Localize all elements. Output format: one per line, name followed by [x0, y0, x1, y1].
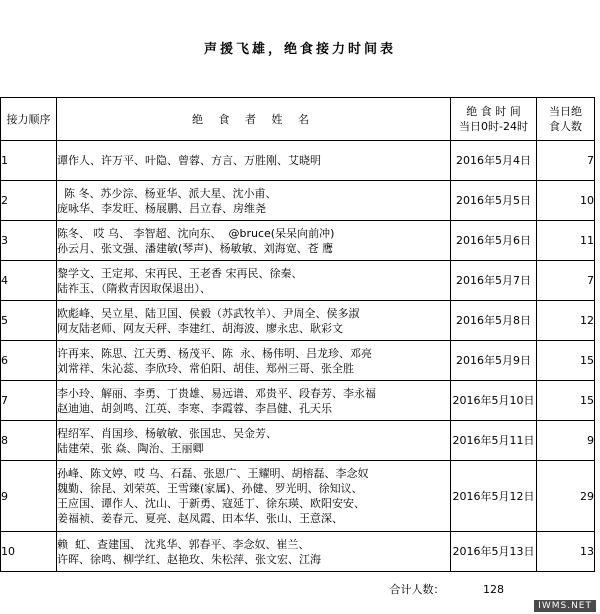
faster-names-line: 黎学文、王定邦、宋再民、王老香 宋再民、徐秦、 [57, 266, 303, 280]
faster-names-line: 程绍军、肖国珍、杨敏敏、张国忠、吴金芳、 [57, 426, 277, 440]
faster-names-line: 刘常祥、朱沁蕊、李欣玲、常伯阳、胡佳、郑州三哥、张全胜 [57, 361, 354, 375]
faster-names-line: 孙云月、张文强、潘建敏(琴声)、杨敏敏、刘海宽、苍 鹰 [57, 241, 334, 255]
relay-order-cell: 5 [1, 301, 57, 341]
fast-date-cell: 2016年5月8日 [451, 301, 537, 341]
fast-date-cell: 2016年5月5日 [451, 181, 537, 221]
faster-names-line: 陆祚玉、（隋救青因取保退出）、 [57, 281, 211, 295]
faster-names-line: 谭作人、许万平、叶隐、曾蓉、方言、万胜刚、艾晓明 [57, 154, 321, 167]
fast-date-cell: 2016年5月6日 [451, 221, 537, 261]
daily-count-cell: 7 [537, 261, 595, 301]
faster-names-line: 魏勤、徐昆、刘荣英、王雪臻(家属)、孙健、罗光明、徐知议、 [57, 482, 363, 495]
table-row [1, 461, 595, 532]
fast-date-cell: 2016年5月11日 [451, 421, 537, 461]
faster-names-line: 姜福祯、姜春元、夏亮、赵凤霞、田本华、张山、王意深、 [57, 512, 343, 525]
relay-order-cell: 2 [1, 181, 57, 221]
faster-names-line: 许再来、陈思、江天勇、杨茂平、陈 永、杨伟明、吕龙珍、邓亮 [57, 346, 372, 360]
header-count [537, 98, 595, 141]
faster-names-line: 网友陆老师、网友天秤、李建红、胡海波、廖永忠、耿彩文 [57, 321, 343, 335]
table-row [1, 261, 595, 301]
faster-names-line: 赖 虹、查建国、 沈兆华、郭春平、李念奴、崔兰、 [57, 537, 310, 551]
relay-order-cell: 8 [1, 421, 57, 461]
faster-names-cell [57, 341, 451, 381]
daily-count-cell: 15 [537, 341, 595, 381]
fast-date-cell: 2016年5月13日 [451, 532, 537, 572]
daily-count-cell: 11 [537, 221, 595, 261]
faster-names-line: 陈冬、 哎 乌、 李智超、沈向东、 @bruce(呆呆向前冲) [57, 226, 335, 240]
header-date [451, 98, 537, 141]
table-row [1, 301, 595, 341]
table-row [1, 421, 595, 461]
relay-order-cell: 3 [1, 221, 57, 261]
faster-names-cell [57, 421, 451, 461]
table-header-row [1, 98, 595, 141]
header-order: 接力顺序 [1, 98, 57, 141]
faster-names-line: 陆建荣、张 焱、陶治、王丽卿 [57, 441, 204, 455]
table-row [1, 181, 595, 221]
relay-order-cell: 7 [1, 381, 57, 421]
table-row [1, 141, 595, 181]
header-names: 绝 食 者 姓 名 [57, 98, 451, 141]
page-title: 声援飞雄，绝食接力时间表 [203, 42, 396, 57]
relay-order-cell: 4 [1, 261, 57, 301]
faster-names-cell [57, 301, 451, 341]
fast-date-cell: 2016年5月9日 [451, 341, 537, 381]
daily-count-cell: 9 [537, 421, 595, 461]
fast-date-cell: 2016年5月12日 [451, 461, 537, 532]
fast-date-cell: 2016年5月7日 [451, 261, 537, 301]
relay-order-cell: 9 [1, 461, 57, 532]
daily-count-cell: 29 [537, 461, 595, 532]
header-count-line2: 食人数 [549, 120, 582, 133]
daily-count-cell: 10 [537, 181, 595, 221]
relay-table [0, 97, 595, 606]
header-date-line2: 当日0时-24时 [459, 120, 528, 133]
faster-names-line: 许晖、徐鸣、柳学红、赵艳玫、朱松萍、张文宏、江海 [57, 552, 321, 566]
faster-names-line: 王应国、谭作人、沈山、于新勇、寇延丁、徐东瑛、欧阳安安、 [57, 497, 365, 510]
total-label: 合计人数： [57, 572, 451, 607]
total-value: 128 [451, 572, 537, 607]
faster-names-cell [57, 261, 451, 301]
total-row [1, 572, 595, 607]
relay-order-cell: 6 [1, 341, 57, 381]
faster-names-cell [57, 532, 451, 572]
faster-names-line: 李小玲、解丽、李勇、丁贵雄、易远谱、邓贵平、段春芳、李永福 [57, 386, 376, 400]
faster-names-line: 陈 冬、苏少淙、杨亚华、派大星、沈小甫、 [57, 186, 277, 200]
faster-names-cell [57, 381, 451, 421]
header-date-line1: 绝 食 时 间 [466, 105, 521, 118]
faster-names-cell [57, 221, 451, 261]
table-row [1, 532, 595, 572]
table-row [1, 381, 595, 421]
faster-names-cell [57, 141, 451, 181]
faster-names-cell [57, 181, 451, 221]
fast-date-cell: 2016年5月4日 [451, 141, 537, 181]
faster-names-line: 欧彪峰、吴立星、陆卫国、侯毅（苏武牧羊）、尹周全、侯多淑 [57, 306, 360, 320]
fast-date-cell: 2016年5月10日 [451, 381, 537, 421]
relay-order-cell: 1 [1, 141, 57, 181]
daily-count-cell: 15 [537, 381, 595, 421]
faster-names-line: 孙峰、陈文婷、哎 乌、石磊、张恩广、王耀明、胡榕磊、李念奴 [57, 467, 369, 480]
table-row [1, 341, 595, 381]
faster-names-line: 庞咏华、李发旺、杨展鹏、吕立春、房维尧 [57, 201, 266, 215]
daily-count-cell: 13 [537, 532, 595, 572]
faster-names-line: 赵迪迪、胡剑鸣、江英、李寒、李霞蓉、李昌健、孔天乐 [57, 401, 332, 415]
site-watermark: IWMS.NET [534, 600, 596, 612]
table-row [1, 221, 595, 261]
daily-count-cell: 12 [537, 301, 595, 341]
header-count-line1: 当日绝 [549, 105, 582, 118]
relay-order-cell: 10 [1, 532, 57, 572]
daily-count-cell: 7 [537, 141, 595, 181]
faster-names-cell [57, 461, 451, 532]
